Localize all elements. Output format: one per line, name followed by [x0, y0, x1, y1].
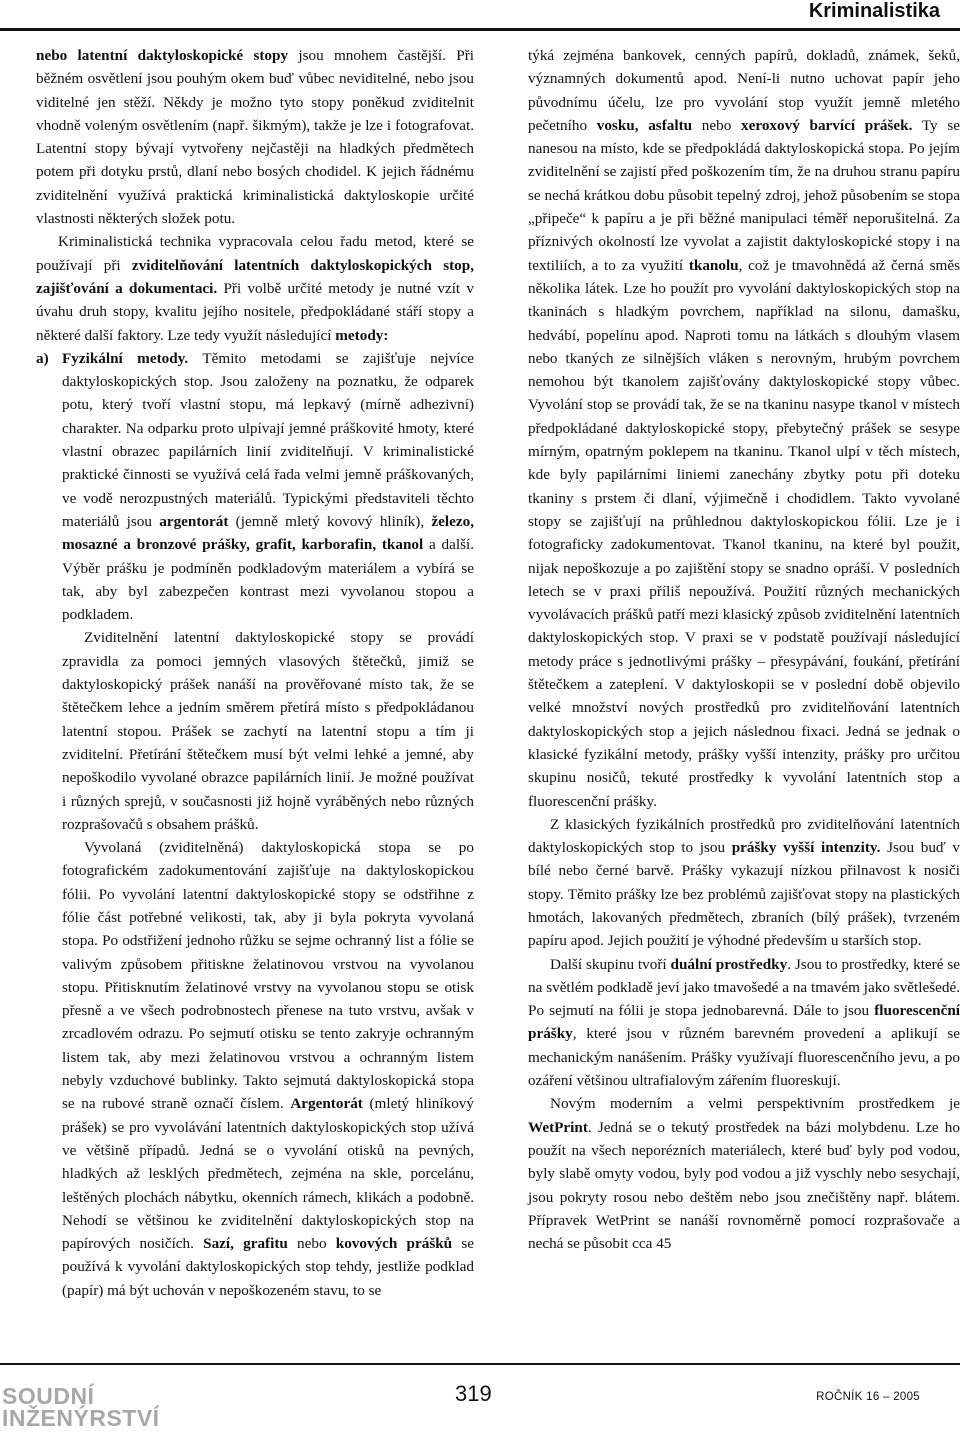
paragraph-text: týká zejména bankovek, cenných papírů, dokladů, známek, šeků, významných dokumentů apod. Není-li nutno uchovat papír jeho původnímu účelu, lze pro vyvolání stop využít jemně mletého pečetního: [528, 47, 960, 134]
bold-term: prášky vyšší intenzity.: [731, 839, 881, 857]
bold-term: metody:: [335, 326, 389, 344]
bold-term: nebo latentní daktyloskopické stopy: [36, 47, 289, 64]
paragraph-latent-prints: [36, 44, 474, 230]
paragraph-text: . Jedná se o tekutý prostředek na bázi molybdenu. Lze ho použít na všech neporézních materiálech, které buď byly pod vodou, byly slabě omyty vodou, byly pod vodou a již vyschly nebo sesychají, jsou pokryty rosou nebo deštěm nebo jsou znečištěny např. blátem. Přípravek WetPrint se nanáší rovnoměrně pomocí rozprašovače a nechá se působit cca 45: [528, 1118, 960, 1253]
paragraph-foil-transfer: [62, 836, 474, 1302]
page-number: 319: [455, 1381, 492, 1406]
journal-logo: [2, 1385, 160, 1429]
paragraph-text: . Jsou to prostředky, které se na světlém podkladě jeví jako tmavošedé a na tmavém jako světlešedé. Po sejmutí na fólii je stopa jednobarevná. Dále to jsou: [528, 955, 960, 1020]
page-header: [0, 0, 960, 30]
paragraph-text: , což je tmavohnědá až černá směs několika látek. Lze ho použít pro vyvolání daktyloskopických stop na tkaninách s hladkým povrchem, například na silonu, damašku, hedvábí, popelínu apod. Naproti tomu na látkách s dlouhým vlasem nebo tkaných ze silnějších vláken s nerovným, hrubým povrchem nemohou být tkanolem zajišťovány daktyloskopické stopy vůbec. Vyvolání stop se provádí tak, že se na tkaninu nasype tkanol v místech předpokládané daktyloskopické stopy, přebytečný prášek se sesype mírným, opatrným poklepem na tkaninu. Tkanol ulpí v těch místech, kde byly papilárními liniemi zanechány zbytky potu při doteku tkaniny s prstem či dlaní, výjimečně i chodidlem. Takto vyvolané stopy se zajišťují na průhlednou daktyloskopickou fólii. Lze je i fotograficky zadokumentovat. Tkanol tkaninu, na které byl použit, nijak nepoškozuje a po zajištění stopy se snadno opráší. V posledních letech se v praxi příliš nepoužívá. Použití různých mechanických vyvolávacích prášků patří mezi klasický způsob zviditelnění latentních daktyloskopických stop. V praxi se v podstatě používají následující metody práce s jednotlivými prášky – přesypávání, foukání, přetírání štětečkem a zateplení. V daktyloskopii se v poslední době objevilo velké množství nových prostředků pro zviditelňování latentních daktyloskopických stop a jejich následnou fixaci. Jedná se jednak o klasické fyzikální metody, prášky vyšší intenzity, prášky pro určitou skupinu nosičů, tekuté prostředky k vyvolání latentních stop a fluorescenční prášky.: [528, 256, 960, 810]
paragraph-text: Z klasických fyzikálních prostředků pro zviditelňování latentních daktyloskopických stop to jsou: [528, 815, 960, 857]
header-divider: [0, 28, 960, 31]
bold-term: duální prostředky: [670, 955, 788, 973]
bold-term: kovových prášků: [335, 1235, 453, 1253]
paragraph-wetprint: [528, 1092, 960, 1255]
paragraph-brush-method: Zviditelnění latentní daktyloskopické stopy se provádí zpravidla za pomoci jemných vlasových štětečků, jimiž se daktyloskopický prášek nanáší na prověřované místo tak, že se štětečkem lehce a jedním směrem přetírá místo s předpokládanou latentní stopou. Prášek se zachytí na latentní stopu a tím ji zviditelní. Přetírání štětečkem musí být velmi lehké a jemné, aby nepoškodilo vyvolané obrazce papilárních linií. Je možné používat i různých sprejů, v současnosti již hojně vyráběných nebo různých rozprašovačů s obsahem prášků.: [62, 629, 474, 833]
paragraph-continued: [528, 44, 960, 813]
bold-term: Fyzikální metody.: [62, 349, 189, 367]
paragraph-text: (mletý hliníkový prášek) se pro vyvolávání latentních daktyloskopických stop užívá ve většině případů. Jedná se o vyvolání otisků na pevných, hladkých až lesklých předmětech, zejména na skle, porcelánu, leštěných plochách nábytku, okenních rámech, klikách a podobně. Nehodí se většinou ke zviditelnění daktyloskopických stop na papírových nosičích.: [62, 1095, 474, 1253]
section-title: Kriminalistika: [808, 0, 940, 22]
paragraph-text: Další skupinu tvoří: [550, 955, 671, 973]
paragraph-dual-agents: [528, 953, 960, 1093]
bold-term: tkanolu: [688, 256, 739, 274]
bold-term: zviditelňování latentních daktyloskopických stop, zajišťování a dokumentaci.: [36, 256, 474, 297]
paragraph-text: Vyvolaná (zviditelněná) daktyloskopická stopa se po fotografickém zadokumentování zajišťuje na daktyloskopickou fólii. Po vyvolání latentní daktyloskopické stopy se odstřihne z fólie část potřebné velikosti, tak, aby ji byla pokryta vyvolaná stopa. Po odstřižení jednoho růžku se sejme ochranný list a fólie se valivým způsobem přitiskne želatinovou vrstvou na vyvolanou stopu. Přitisknutím želatinové vrstvy na vyvolanou stopu se otisk přesně a ve všech podrobnostech přenese na tuto vrstvu, avšak v zrcadlovém odrazu. Po sejmutí otisku se tento zakryje ochranným listem tak, aby mezi želatinovou vrstvou a ochranným listem nebyly vzduchové bublinky. Takto sejmutá daktyloskopická stopa se na rubové straně označí číslem.: [62, 839, 474, 1113]
paragraph-text: Kriminalistická technika vypracovala celou řadu metod, které se používají při: [36, 233, 474, 274]
list-marker: a): [36, 349, 49, 367]
page-footer: [0, 1365, 960, 1438]
left-column: [36, 44, 474, 1302]
logo-line: INŽENÝRSTVÍ: [2, 1405, 160, 1431]
bold-term: WetPrint: [528, 1118, 588, 1136]
paragraph-text: se používá k vyvolání daktyloskopických stop tehdy, jestliže podklad (papír) má být uchován v nepoškozeném stavu, to se: [62, 1235, 474, 1299]
paragraph-text: a další. Výběr prášku je podmíněn podkladovým materiálem a vybírá se tak, aby byl zabezpečen kontrast mezi vyvolanou stopou a podkladem.: [62, 536, 474, 624]
paragraph-methods-intro: [36, 230, 474, 346]
bold-term: fluorescenční prášky: [528, 1002, 960, 1043]
paragraph-text: (jemně mletý kovový hliník),: [228, 512, 432, 530]
paragraph-text: Při volbě určité metody je nutné vzít v úvahu druh stopy, kvalitu jejího nositele, předpokládané stáří stopy a některé další faktory. Lze tedy využít následující: [36, 279, 474, 344]
list-item-physical-methods: [36, 347, 474, 627]
paragraph-high-intensity-powders: [528, 813, 960, 953]
paragraph-text: Těmito metodami se zajišťuje nejvíce daktyloskopických stop. Jsou založeny na poznatku, že odparek potu, který tvoří vlastní stopu, má lepkavý (mírně adhezivní) charakter. Na odparku proto ulpívají jemné práškovité hmoty, které vlastní obrazec papilárních linií zviditelňují. V kriminalistické praktické činnosti se využívá celá řada velmi jemně práškovaných, ve vodě nerozpustných materiálů. Typickými představiteli těchto materiálů jsou: [62, 349, 474, 530]
bold-term: Argentorát: [290, 1095, 363, 1113]
paragraph-text: Novým moderním a velmi perspektivním prostředkem je: [550, 1095, 960, 1113]
paragraph-text: jsou mnohem častější. Při běžném osvětlení jsou pouhým okem buď vůbec neviditelné, nebo jsou viditelné jen stěží. Někdy je možno tyto stopy poněkud zviditelnit vhodně voleným osvětlením (např. šikmým), takže je lze i fotografovat. Latentní stopy bývají vytvořeny nejčastěji na hladkých předmětech potem při dotyku prstů, dlaní nebo bosých chodidel. K jejich řádnému zviditelnění využívá praktická kriminalistická daktyloskopie určité vlastnosti některých složek potu.: [36, 47, 474, 228]
bold-term: argentorát: [159, 512, 229, 530]
paragraph-text: nebo: [692, 116, 742, 134]
logo-line: SOUDNÍ: [2, 1383, 95, 1409]
right-column: [528, 44, 960, 1255]
paragraph-text: nebo: [287, 1235, 336, 1253]
paragraph-text: Jsou buď v bílé nebo černé barvě. Prášky vykazují nízkou přilnavost k nosiči stopy. Těmito prášky lze bez problémů zajišťovat stopy na plastických hmotách, lakovaných předmětech, zbraních (bílý prášek), tvrzeném papíru apod. Jejich použití je výhodné především u starších stop.: [528, 839, 960, 950]
bold-term: vosku, asfaltu: [596, 116, 693, 134]
bold-term: železo, mosazné a bronzové prášky, grafit, karborafin, tkanol: [62, 512, 474, 554]
bold-term: xeroxový barvící prášek.: [741, 116, 913, 134]
volume-label: ROČNÍK 16 – 2005: [816, 1391, 920, 1403]
paragraph-text: Ty se nanesou na místo, kde se předpokládá daktyloskopická stopa. Po jejím zviditelnění se zajistí před poškozením tím, že na druhou stranu papíru se nechá krátkou dobu působit tepelný zdroj, jehož působením se stopa „připeče“ k papíru a je při běžné manipulaci téměř neporušitelná. Za příznivých okolností lze vyvolat a zajistit daktyloskopické stopy i na textiliích, a to za využití: [528, 116, 960, 274]
bold-term: Sazí, grafitu: [203, 1235, 288, 1253]
paragraph-text: , které jsou v různém barevném provedení a aplikují se mechanickým nanášením. Prášky využívají fluorescenčního jevu, a po ozáření většinou ultrafialovým zářením fluoreskují.: [528, 1025, 960, 1090]
